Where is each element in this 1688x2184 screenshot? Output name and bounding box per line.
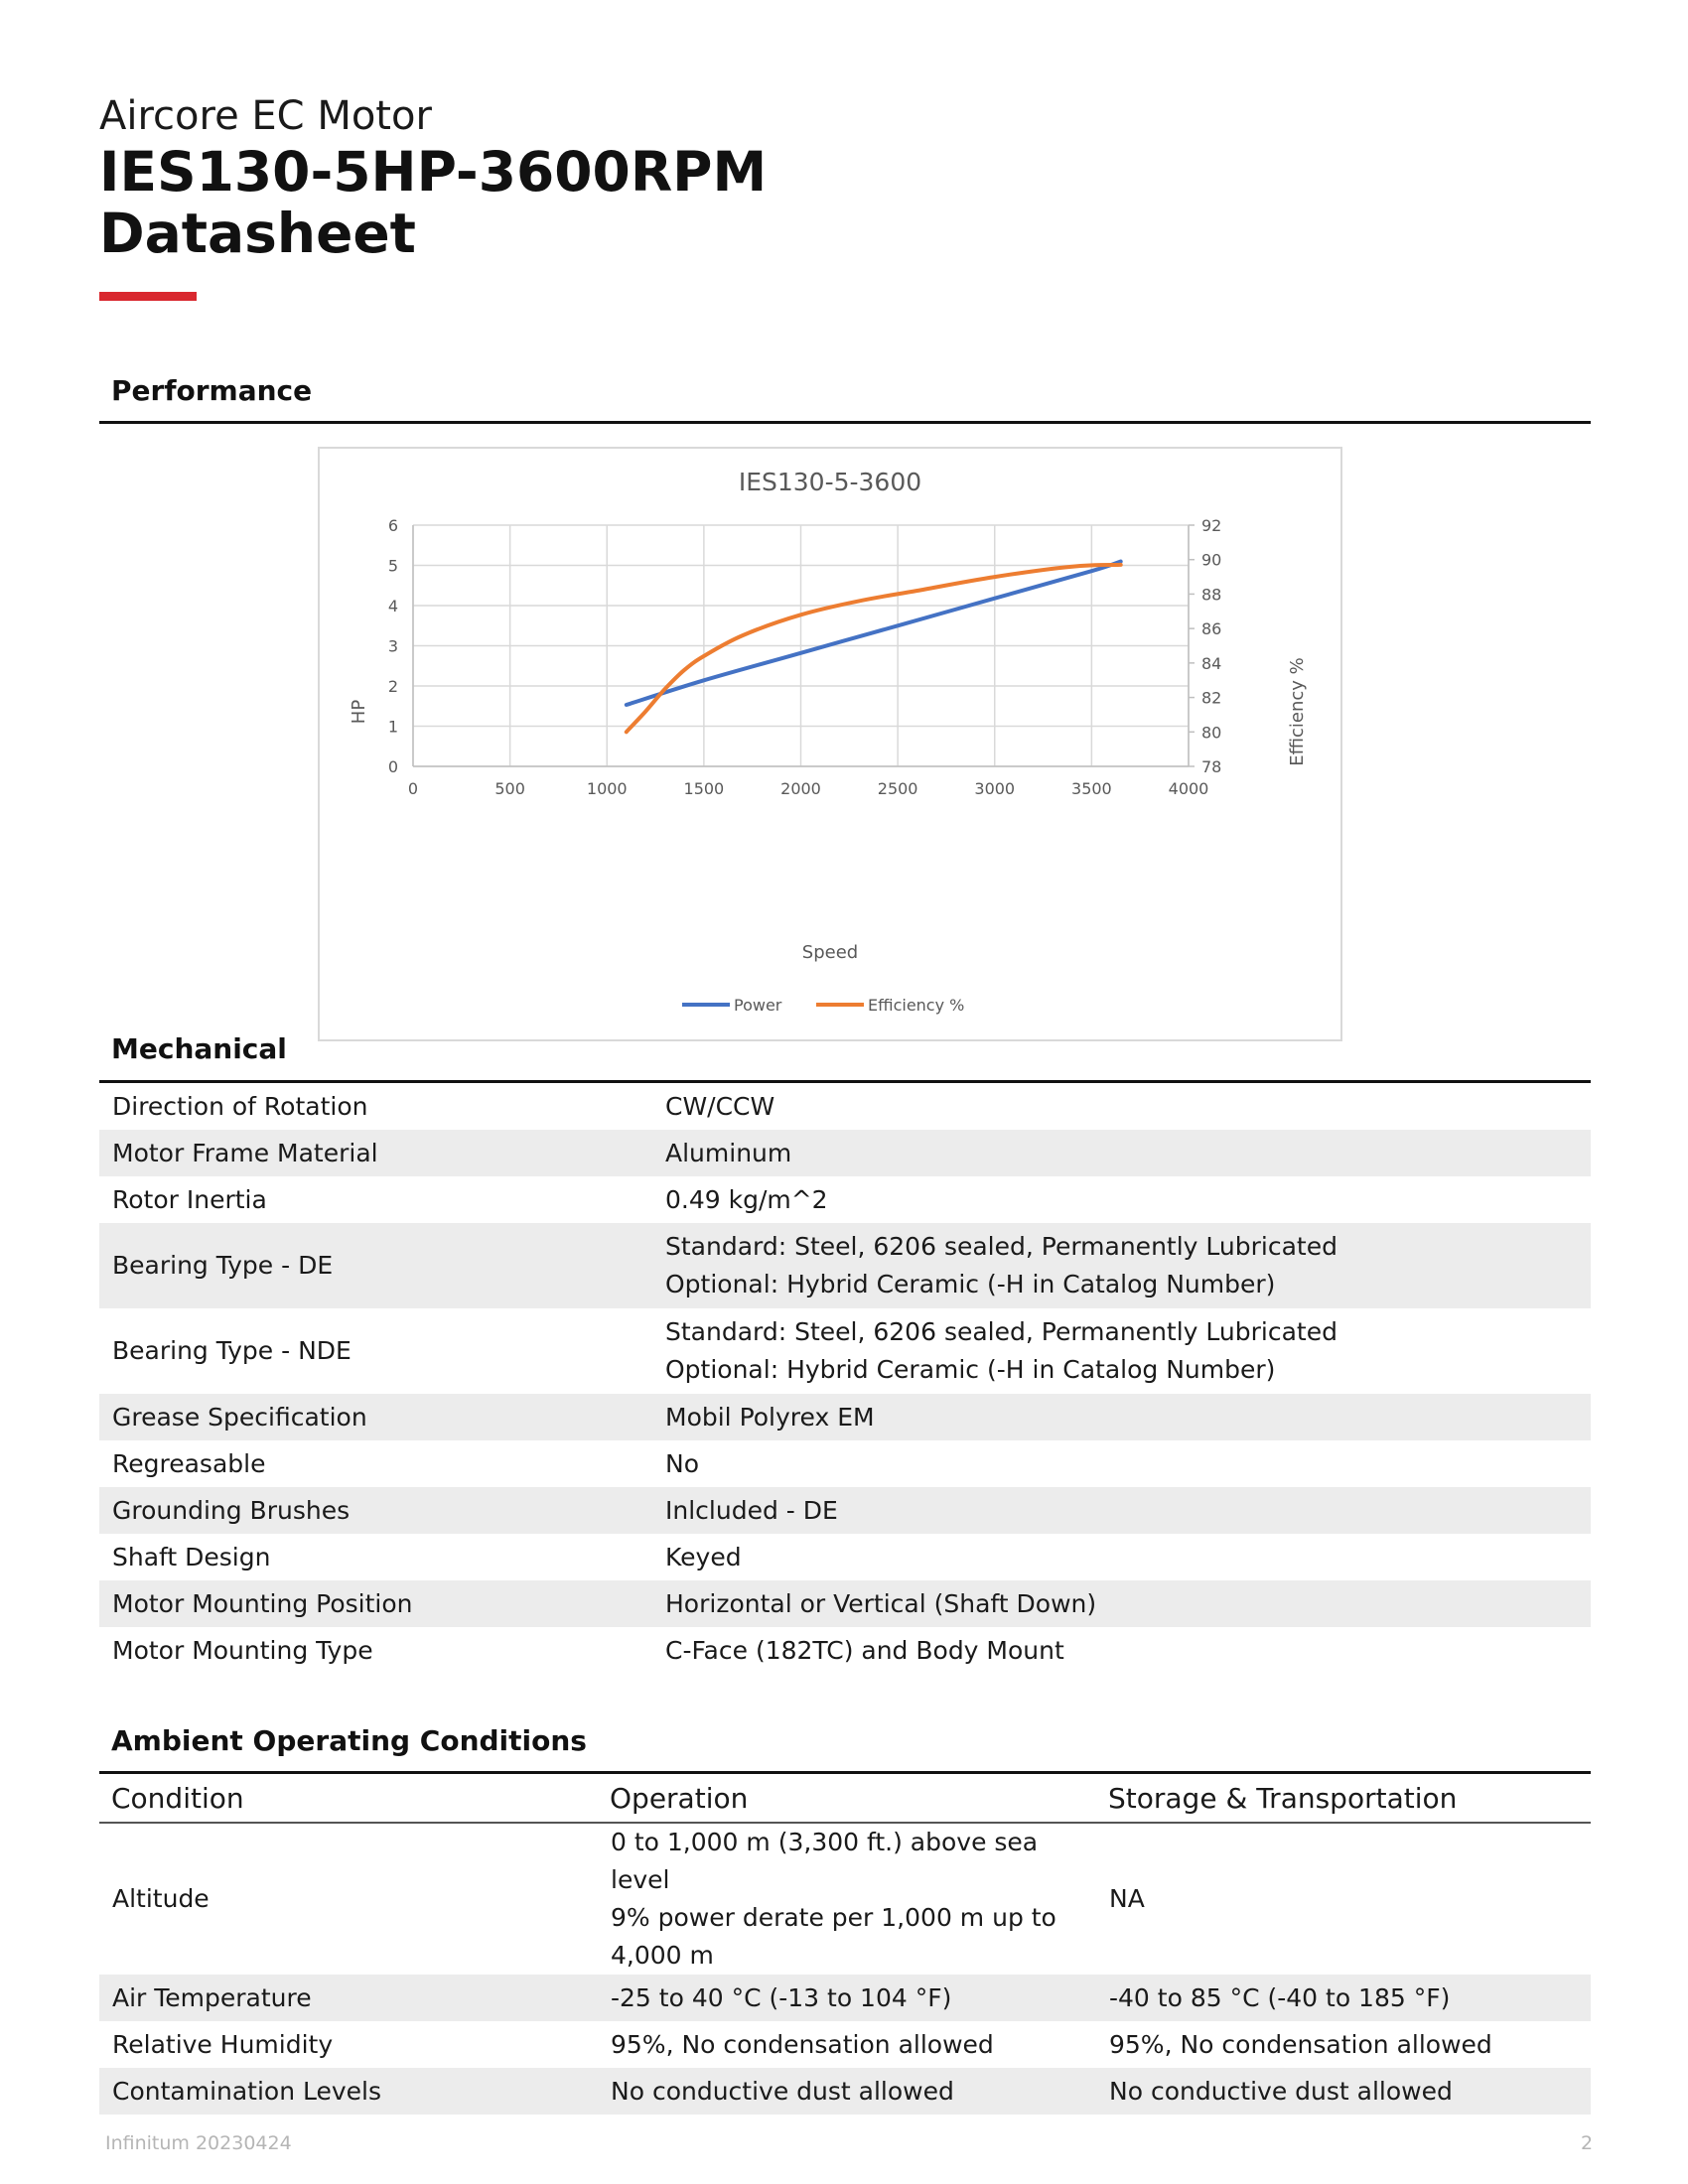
y-tick-label: 6: [387, 516, 399, 535]
spec-value: C-Face (182TC) and Body Mount: [665, 1635, 1064, 1665]
table-row: [99, 1130, 1591, 1176]
y2-tick-label: 78: [1201, 757, 1222, 776]
chart-grid: [413, 525, 1189, 766]
chart-canvas: [320, 449, 1340, 1039]
y2-tick-label: 92: [1201, 516, 1222, 535]
y-tick-label: 1: [387, 717, 399, 737]
operation-value: -25 to 40 °C (-13 to 104 °F): [598, 1975, 1096, 2021]
footer-page-number: 2: [1581, 2132, 1594, 2154]
spec-label: Bearing Type - DE: [99, 1223, 652, 1308]
operation-line: 4,000 m: [611, 1941, 714, 1970]
storage-value: NA: [1109, 1884, 1145, 1913]
storage-value: No conductive dust allowed: [1096, 2068, 1591, 2115]
x-tick-label: 3000: [974, 779, 1016, 798]
table-row: [99, 2068, 1591, 2115]
spec-value: [652, 1308, 1591, 1394]
x-tick-label: 0: [407, 779, 419, 798]
column-header-storage: Storage & Transportation: [1096, 1774, 1591, 1823]
spec-value-line: Optional: Hybrid Ceramic (-H in Catalog Number): [665, 1355, 1276, 1384]
y-tick-label: 0: [387, 757, 399, 776]
spec-value: [652, 1223, 1591, 1308]
spec-value-line: Standard: Steel, 6206 sealed, Permanently Lubricated: [665, 1317, 1337, 1346]
y2-tick-label: 82: [1201, 688, 1222, 708]
table-row: [99, 1823, 1591, 1975]
spec-value: CW/CCW: [665, 1091, 775, 1121]
table-row: [99, 1308, 1591, 1394]
table-row: [99, 1975, 1591, 2021]
document-title-line-2: Datasheet: [99, 202, 416, 265]
document-header: [99, 91, 767, 264]
section-title-ambient: Ambient Operating Conditions: [111, 1724, 587, 1757]
condition-name: Air Temperature: [99, 1975, 598, 2021]
y2-tick-label: 88: [1201, 585, 1222, 605]
series-line-efficiency: [627, 565, 1121, 732]
operation-value: 95%, No condensation allowed: [611, 2029, 994, 2059]
section-rule-performance: [99, 421, 1591, 424]
column-header-condition: Condition: [99, 1774, 598, 1823]
x-tick-label: 1000: [586, 779, 628, 798]
chart-ticks: [388, 516, 1221, 798]
spec-label: Motor Mounting Position: [99, 1580, 652, 1627]
chart-legend: [682, 996, 964, 1015]
operation-line: 9% power derate per 1,000 m up to: [611, 1903, 1056, 1932]
storage-value: 95%, No condensation allowed: [1109, 2029, 1492, 2059]
spec-label: Motor Frame Material: [99, 1130, 652, 1176]
y-tick-label: 5: [387, 556, 399, 576]
table-row: [99, 1394, 1591, 1440]
table-row: [99, 1083, 1591, 1130]
y-axis-title: HP: [349, 699, 369, 725]
spec-value-line: Optional: Hybrid Ceramic (-H in Catalog Number): [665, 1270, 1276, 1298]
column-header-operation: Operation: [598, 1774, 1096, 1823]
spec-value: 0.49 kg/m^2: [665, 1184, 828, 1214]
table-row: [99, 1223, 1591, 1308]
condition-name: Altitude: [112, 1884, 210, 1913]
spec-label: Rotor Inertia: [112, 1184, 267, 1214]
spec-value: Mobil Polyrex EM: [652, 1394, 1591, 1440]
series-line-power: [627, 562, 1121, 706]
document-subtitle: Aircore EC Motor: [99, 93, 432, 139]
table-row: [99, 1487, 1591, 1534]
footer-document-id: Infinitum 20230424: [105, 2132, 292, 2154]
spec-value: Aluminum: [652, 1130, 1591, 1176]
operation-value: [598, 1823, 1096, 1975]
spec-label: Bearing Type - NDE: [112, 1336, 352, 1365]
x-tick-label: 500: [494, 779, 525, 798]
operation-value: No conductive dust allowed: [598, 2068, 1096, 2115]
operation-line: 0 to 1,000 m (3,300 ft.) above sea level: [611, 1828, 1039, 1894]
ambient-table: [99, 1774, 1591, 2115]
spec-label: Motor Mounting Type: [112, 1635, 373, 1665]
y2-tick-label: 84: [1201, 653, 1222, 673]
x-tick-label: 1500: [683, 779, 725, 798]
spec-label: Regreasable: [112, 1448, 266, 1478]
chart-series: [627, 562, 1121, 733]
y2-tick-label: 80: [1201, 723, 1222, 743]
table-row: [99, 1440, 1591, 1487]
table-row: [99, 1580, 1591, 1627]
table-row: [99, 1534, 1591, 1580]
mechanical-table: [99, 1083, 1591, 1674]
table-header-row: [99, 1774, 1591, 1823]
section-title-performance: Performance: [111, 374, 313, 407]
chart-title: IES130-5-3600: [738, 468, 922, 496]
y-tick-label: 3: [387, 636, 399, 656]
condition-name: Contamination Levels: [99, 2068, 598, 2115]
spec-value: Horizontal or Vertical (Shaft Down): [652, 1580, 1591, 1627]
spec-label: Grease Specification: [99, 1394, 652, 1440]
x-tick-label: 4000: [1168, 779, 1209, 798]
table-row: [99, 1176, 1591, 1223]
storage-value: -40 to 85 °C (-40 to 185 °F): [1096, 1975, 1591, 2021]
y-tick-label: 2: [387, 677, 399, 696]
document-title-line-1: IES130-5HP-3600RPM: [99, 140, 768, 204]
spec-label: Shaft Design: [112, 1542, 271, 1571]
y2-tick-label: 86: [1201, 619, 1222, 639]
table-row: [99, 1627, 1591, 1674]
spec-value: Keyed: [665, 1542, 742, 1571]
spec-value-line: Standard: Steel, 6206 sealed, Permanently Lubricated: [665, 1232, 1337, 1261]
y2-tick-label: 90: [1201, 550, 1222, 570]
section-title-mechanical: Mechanical: [111, 1032, 287, 1065]
condition-name: Relative Humidity: [112, 2029, 334, 2059]
x-tick-label: 3500: [1071, 779, 1112, 798]
spec-label: Direction of Rotation: [112, 1091, 368, 1121]
performance-chart: [318, 447, 1342, 1041]
spec-value: Inlcluded - DE: [652, 1487, 1591, 1534]
legend-label-power: Power: [734, 996, 782, 1015]
spec-label: Grounding Brushes: [99, 1487, 652, 1534]
table-row: [99, 2021, 1591, 2068]
y2-axis-title: Efficiency %: [1287, 657, 1308, 766]
accent-bar: [99, 292, 197, 301]
y-tick-label: 4: [387, 597, 399, 615]
x-tick-label: 2500: [877, 779, 918, 798]
spec-value: No: [665, 1448, 699, 1478]
legend-label-efficiency: Efficiency %: [868, 996, 965, 1015]
x-tick-label: 2000: [780, 779, 821, 798]
x-axis-title: Speed: [801, 942, 859, 963]
